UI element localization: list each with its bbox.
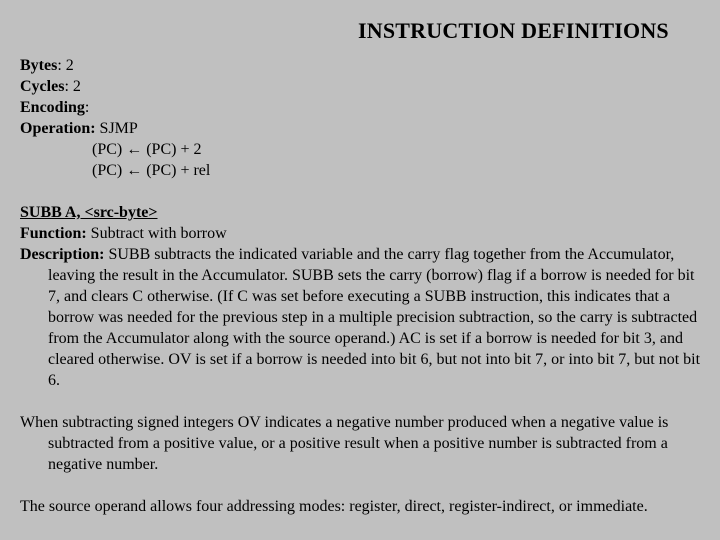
operation-label: Operation: [20,120,96,137]
function-row [20,223,706,244]
operation-value: SJMP [95,120,138,137]
bytes-row [20,55,706,76]
cycles-value: : 2 [64,78,81,95]
operation-line-1: (PC) ← (PC) + 2 [92,141,202,158]
description-text: SUBB subtracts the indicated variable and the carry flag together from the Accumulator, leaving the result in the Accumulator. SUBB sets the carry (borrow) flag if a borrow is needed for bit 7, and clears C otherwise. (If C was set before executing a SUBB instruction, this indicates that a borrow was needed for the previous step in a multiple precision subtraction, so the carry is subtracted from the Accumulator along with the source operand.) AC is set if a borrow is needed for bit 3, and cleared otherwise. OV is set if a borrow is needed into bit 6, but not into bit 7, or into bit 7, but not bit 6. [48,246,701,389]
cycles-label: Cycles [20,78,65,95]
instruction-content [20,55,706,517]
subb-heading: SUBB A, <src-byte> [20,204,158,221]
spacer [20,391,706,412]
bytes-value: : 2 [57,57,74,74]
description-paragraph [20,244,706,391]
function-value: Subtract with borrow [86,225,227,242]
description-label: Description: [20,246,105,263]
spacer [20,181,706,202]
modes-paragraph: The source operand allows four addressing modes: register, direct, register-indirect, or immediate. [20,498,648,515]
signed-paragraph: When subtracting signed integers OV indicates a negative number produced when a negative value is subtracted from a positive value, or a positive result when a positive number is subtracted from a negative number. [20,414,669,473]
subb-heading-row [20,202,706,223]
encoding-label: Encoding [20,99,85,116]
operation-line-2: (PC) ← (PC) + rel [92,162,211,179]
encoding-value: : [84,99,90,116]
bytes-label: Bytes [20,57,58,74]
page-title: INSTRUCTION DEFINITIONS [358,18,669,43]
encoding-row [20,97,706,118]
function-label: Function: [20,225,87,242]
cycles-row [20,76,706,97]
spacer [20,475,706,496]
operation-row [20,118,706,139]
